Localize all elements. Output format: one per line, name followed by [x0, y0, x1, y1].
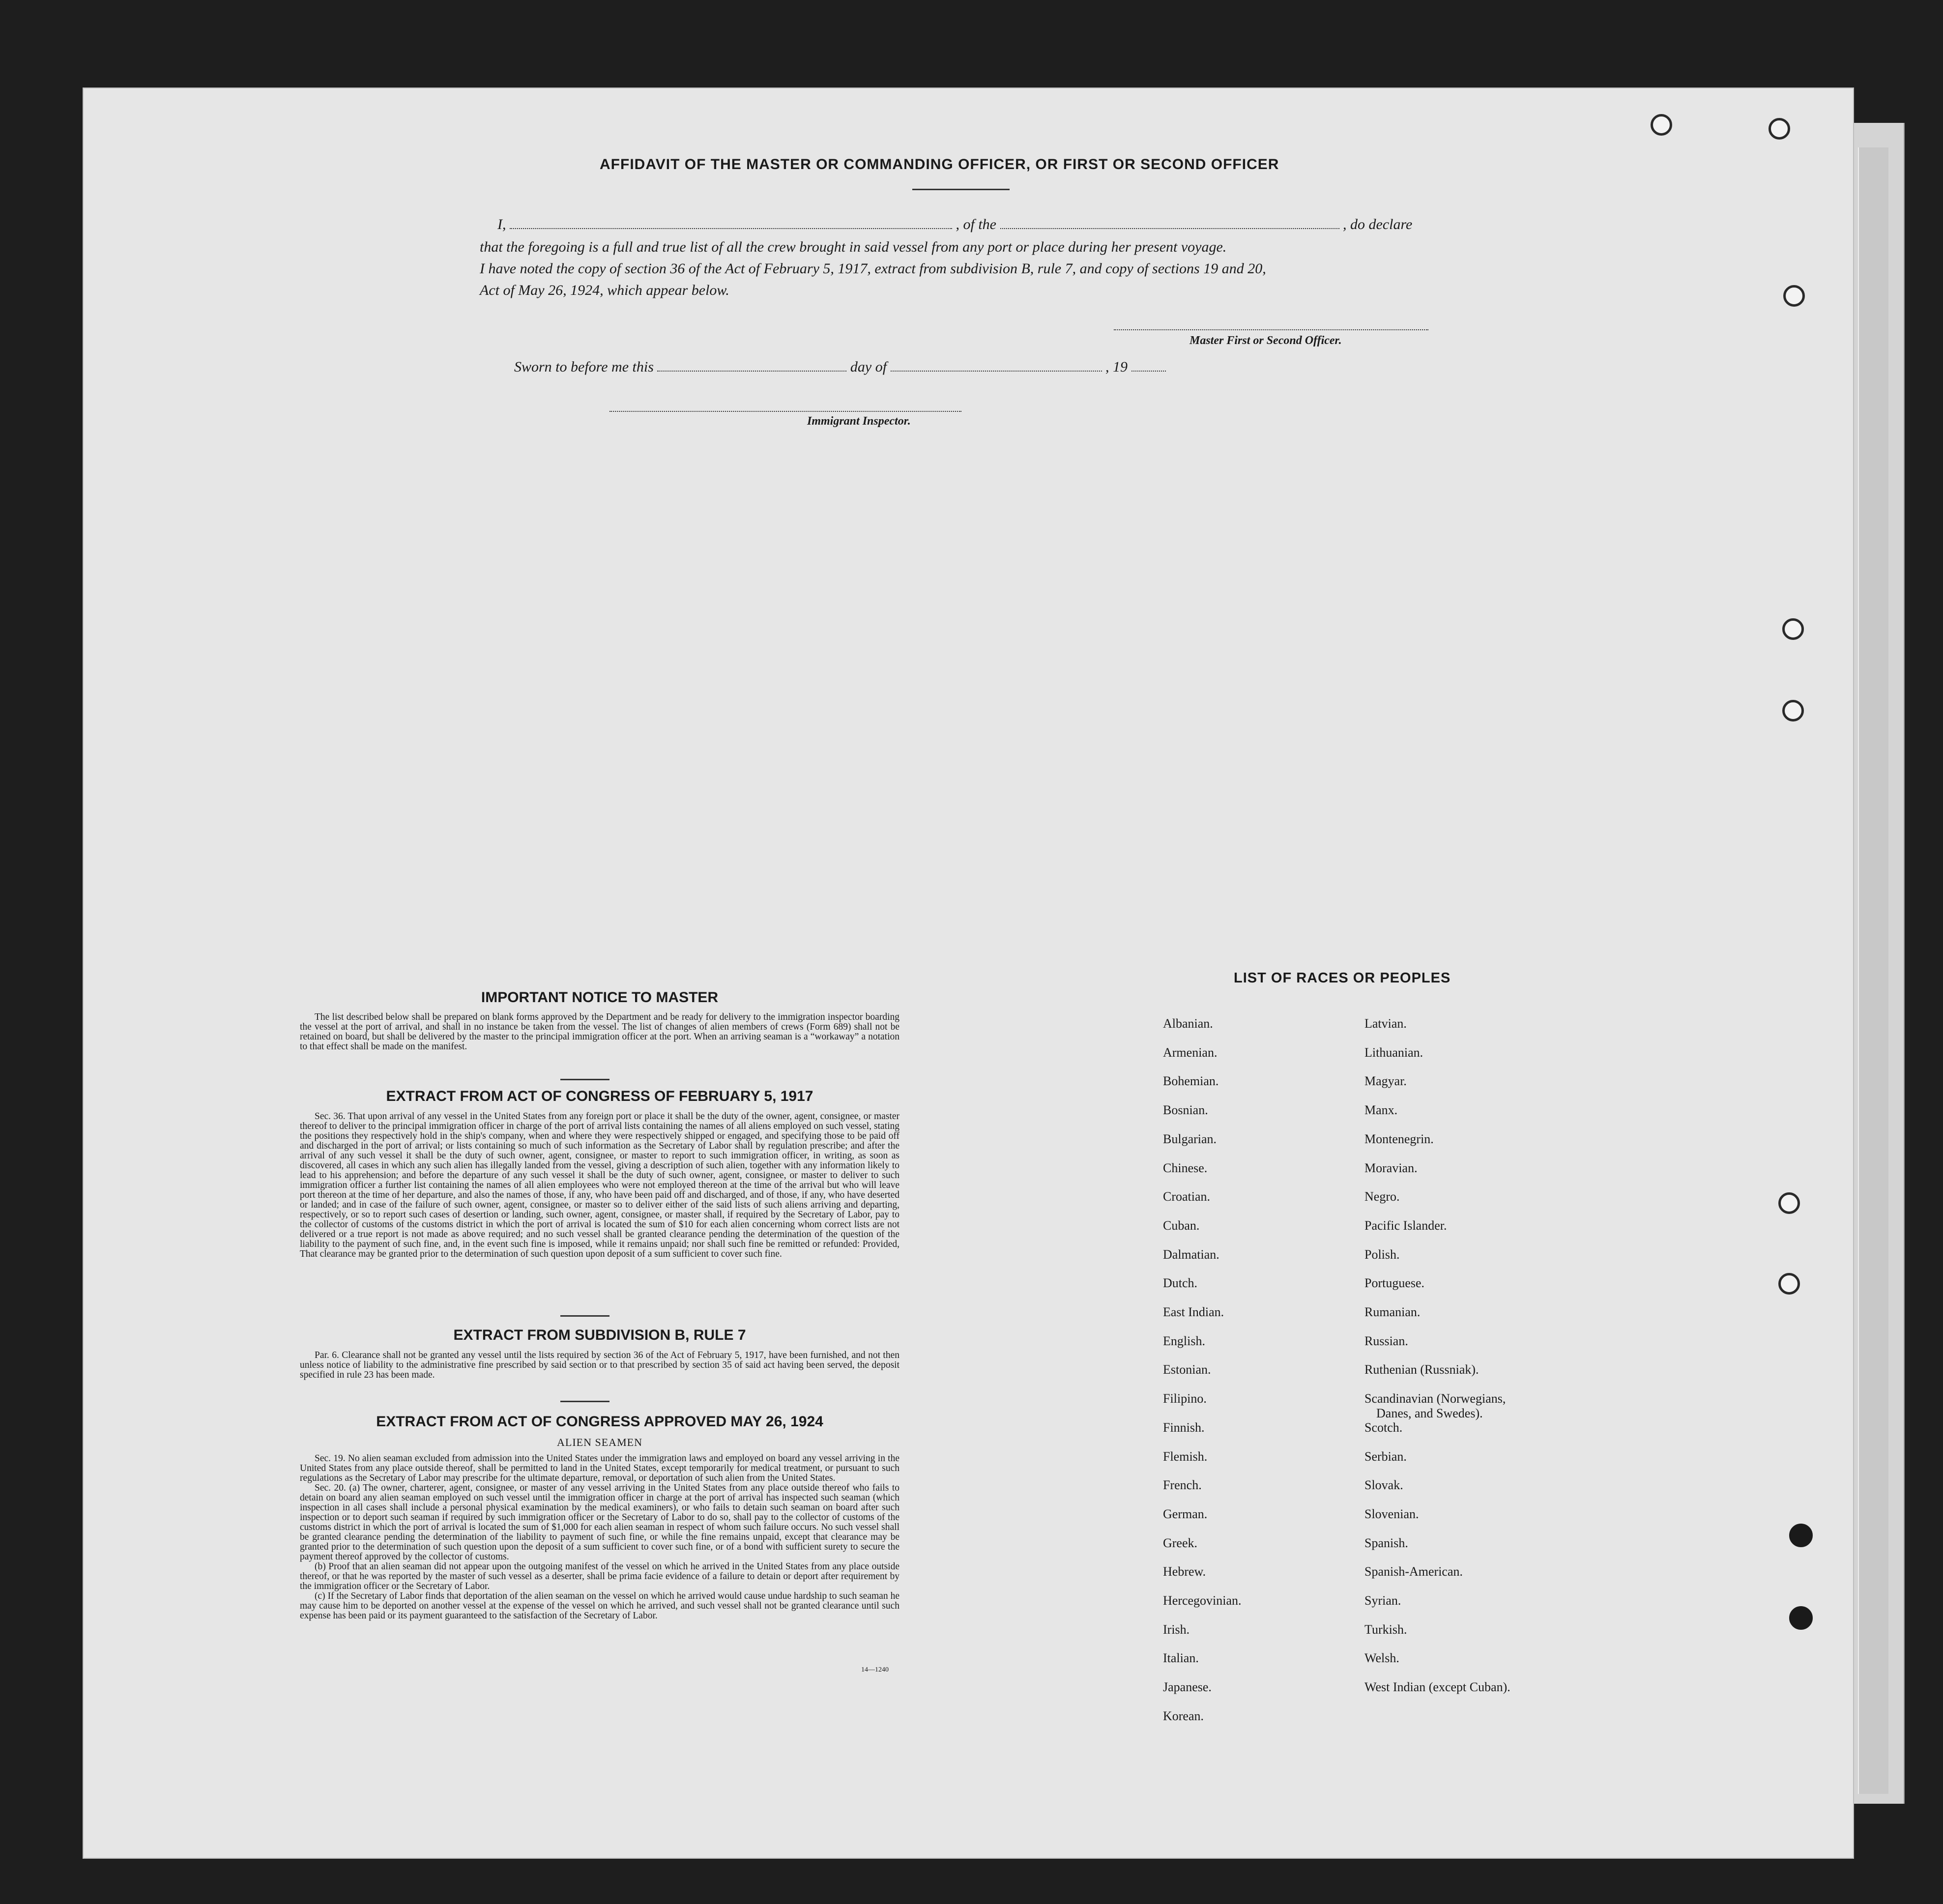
divider	[560, 1315, 609, 1317]
races-title: LIST OF RACES OR PEOPLES	[1234, 970, 1451, 986]
section-19-paragraph: Sec. 19. No alien seaman excluded from admission into the United States under the immigration laws and employed on board any vessel arriving in the United States from any place outside thereof, shall be permitted to land in the United States, except temporarily for medical treatment, or pursuant to such regulations as the Secretary of Labor may prescribe for the ultimate departure, removal, or deportation of such alien from the United States.	[300, 1453, 899, 1483]
race-item: Bulgarian.	[1163, 1132, 1217, 1146]
race-item: Korean.	[1163, 1709, 1204, 1723]
affidavit-line-4: Act of May 26, 1924, which appear below.	[480, 282, 729, 298]
inspector-signature-line[interactable]	[609, 411, 961, 412]
race-item: Magyar.	[1364, 1074, 1407, 1088]
race-item: Scotch.	[1364, 1420, 1403, 1435]
race-item: Danes, and Swedes).	[1376, 1406, 1483, 1420]
race-item: German.	[1163, 1507, 1208, 1521]
sworn-year-field[interactable]	[1131, 360, 1166, 372]
extract-1917-text	[300, 1112, 899, 1259]
race-item: English.	[1163, 1334, 1205, 1348]
race-item: Filipino.	[1163, 1391, 1207, 1406]
alien-seamen-subtitle: ALIEN SEAMEN	[557, 1436, 642, 1448]
affidavit-line-3: I have noted the copy of section 36 of the Act of February 5, 1917, extract from subdivision B, rule 7, and copy of sections 19 and 20,	[480, 260, 1266, 277]
binder-hole	[1769, 118, 1790, 140]
affidavit-line-1	[497, 216, 1412, 233]
race-item: Dutch.	[1163, 1276, 1198, 1290]
rule-7-text	[300, 1351, 899, 1380]
of-the-label: , of the	[956, 216, 996, 232]
binder-hole	[1778, 1192, 1800, 1214]
master-signature-line[interactable]	[1114, 329, 1428, 330]
race-item: Ruthenian (Russniak).	[1364, 1362, 1479, 1377]
race-item: Moravian.	[1364, 1161, 1418, 1175]
affidavit-line-2: that the foregoing is a full and true list of all the crew brought in said vessel from any port or place during her present voyage.	[480, 239, 1227, 255]
race-item: French.	[1163, 1478, 1202, 1492]
race-item: Hercegovinian.	[1163, 1593, 1242, 1608]
race-item: Croatian.	[1163, 1189, 1211, 1204]
race-item: Manx.	[1364, 1103, 1398, 1117]
race-item: Italian.	[1163, 1651, 1199, 1665]
race-item: Armenian.	[1163, 1045, 1218, 1060]
race-item: Japanese.	[1163, 1680, 1212, 1694]
i-label: I,	[497, 216, 506, 232]
section-36-paragraph: Sec. 36. That upon arrival of any vessel in the United States from any foreign port or place it shall be the duty of the owner, agent, consignee, or master thereof to deliver to the principal immigration officer in charge of the port of arrival lists containing the names of all aliens employed on such vessel, stating the positions they respectively hold in the ship's company, when and where they were respectively shipped or engaged, and specifying those to be paid off and discharged in the port of arrival; or lists containing so much of such information as the Secretary of Labor shall by regulation prescribe; and after the arrival of any such vessel it shall be the duty of such owner, agent, consignee, or master to report to such immigration officer, in writing, as soon as discovered, all cases in which any such alien has illegally landed from the vessel, giving a description of such alien, together with any information likely to lead to his apprehension; and before the departure of any such vessel it shall be the duty of such owner, agent, consignee, or master to deliver to such immigration officer a further list containing the names of all alien employees who were not employed thereon at the time of the arrival but who will leave port thereon at the time of her departure, and also the names of those, if any, who have been paid off and discharged, and of those, if any, who have deserted or landed; and in case of the failure of such owner, agent, consignee, or master so to deliver either of the said lists of such aliens arriving and departing, respectively, or so to report such cases of desertion or landing, such owner, agent, consignee, or master shall, if required by the Secretary of Labor, pay to the collector of customs of the customs district in which the port of arrival is located the sum of $10 for each alien concerning whom correct lists are not delivered or a true report is not made as above required; and no such vessel shall be granted clearance pending the determination of the question of the liability to the payment of such fine, and, in the event such fine is imposed, while it remains unpaid; nor shall such fine be remitted or refunded: Provided, That clearance may be granted prior to the determination of such question upon deposit of a sum sufficient to cover such fine.	[300, 1111, 899, 1259]
race-item: Negro.	[1364, 1189, 1400, 1204]
binder-hole	[1789, 1524, 1813, 1547]
race-item: Greek.	[1163, 1536, 1198, 1550]
binder-hole	[1782, 618, 1804, 640]
binder-hole	[1783, 285, 1805, 307]
binder-hole	[1778, 1273, 1800, 1295]
notice-paragraph: The list described below shall be prepared on blank forms approved by the Department and be ready for delivery to the immigration inspector boarding the vessel at the port of arrival, and shall in no instance be taken from the vessel. The list of changes of alien members of crews (Form 689) shall not be retained on board, but shall be delivered by the master to the principal immigration officer at the port. When an arriving seaman is a “workaway” a notation to that effect shall be made on the manifest.	[300, 1012, 899, 1052]
sworn-day-field[interactable]	[657, 360, 846, 372]
section-20b-paragraph: (b) Proof that an alien seaman did not appear upon the outgoing manifest of the vessel on which he arrived in the United States from any place outside thereof, or that he was reported by the master of such vessel as a deserter, shall be prima facie evidence of a failure to detain or deport after requirement by the immigration officer or the Secretary of Labor.	[300, 1561, 899, 1591]
extract-1924-text	[300, 1454, 899, 1621]
race-item: Russian.	[1364, 1334, 1408, 1348]
race-item: Portuguese.	[1364, 1276, 1425, 1290]
race-item: Albanian.	[1163, 1016, 1213, 1031]
race-item: Spanish.	[1364, 1536, 1408, 1550]
declare-label: , do declare	[1343, 216, 1413, 232]
race-item: Slovak.	[1364, 1478, 1403, 1492]
race-item: Welsh.	[1364, 1651, 1399, 1665]
race-item: Rumanian.	[1364, 1305, 1421, 1319]
race-item: West Indian (except Cuban).	[1364, 1680, 1510, 1694]
master-label: Master First or Second Officer.	[1189, 334, 1342, 347]
sworn-line	[514, 359, 1166, 375]
sworn-before-label: Sworn to before me this	[514, 359, 654, 375]
race-item: East Indian.	[1163, 1305, 1224, 1319]
rule-7-title: EXTRACT FROM SUBDIVISION B, RULE 7	[453, 1327, 746, 1343]
back-page-edge-inner	[1858, 147, 1888, 1794]
race-item: Flemish.	[1163, 1449, 1208, 1464]
binder-hole	[1782, 700, 1804, 721]
race-item: Estonian.	[1163, 1362, 1211, 1377]
extract-1924-title: EXTRACT FROM ACT OF CONGRESS APPROVED MAY 26, 1924	[376, 1414, 823, 1430]
inspector-label: Immigrant Inspector.	[807, 415, 911, 428]
vessel-field[interactable]	[1000, 217, 1339, 229]
binder-hole	[1651, 114, 1672, 136]
race-item: Cuban.	[1163, 1218, 1200, 1233]
race-item: Chinese.	[1163, 1161, 1208, 1175]
race-item: Polish.	[1364, 1247, 1400, 1262]
divider	[560, 1079, 609, 1080]
race-item: Dalmatian.	[1163, 1247, 1219, 1262]
race-item: Montenegrin.	[1364, 1132, 1434, 1146]
race-item: Bosnian.	[1163, 1103, 1208, 1117]
binder-hole	[1789, 1606, 1813, 1630]
race-item: Pacific Islander.	[1364, 1218, 1447, 1233]
name-field[interactable]	[510, 217, 952, 229]
affidavit-title: AFFIDAVIT OF THE MASTER OR COMMANDING OFFICER, OR FIRST OR SECOND OFFICER	[600, 156, 1279, 173]
divider	[560, 1401, 609, 1402]
divider	[912, 189, 1010, 190]
race-item: Turkish.	[1364, 1622, 1407, 1637]
section-20a-paragraph: Sec. 20. (a) The owner, charterer, agent, consignee, or master of any vessel arriving in the United States from any place outside thereof who fails to detain on board any alien seaman employed on such vessel until the immigration officer in charge at the port of arrival has inspected such seaman (which inspection in all cases shall include a personal physical examination by the medical examiners), or who fails to detain such seaman on board after such inspection or to deport such seaman if required by such immigration officer or the Secretary of Labor to do so, shall pay to the collector of customs of the customs district in which the port of arrival is located the sum of $1,000 for each alien seaman in respect of whom such failure occurs. No such vessel shall be granted clearance pending the determination of the liability to payment of such fine, or while the fine remains unpaid, except that clearance may be granted prior to the determination of such question upon the deposit of a sum sufficient to cover such fine, or of a bond with sufficient surety to secure the payment thereof approved by the collector of customs.	[300, 1483, 899, 1562]
race-item: Bohemian.	[1163, 1074, 1219, 1088]
race-item: Serbian.	[1364, 1449, 1407, 1464]
notice-text	[300, 1012, 899, 1052]
race-item: Latvian.	[1364, 1016, 1407, 1031]
form-number: 14—1240	[861, 1666, 889, 1673]
section-20c-paragraph: (c) If the Secretary of Labor finds that deportation of the alien seaman on the vessel on which he arrived would cause undue hardship to such seaman he may cause him to be deported on another vessel at the expense of the vessel on which he arrived, and such vessel shall not be granted clearance until such expense has been paid or its payment guaranteed to the satisfaction of the Secretary of Labor.	[300, 1591, 899, 1621]
race-item: Spanish-American.	[1364, 1564, 1463, 1579]
race-item: Finnish.	[1163, 1420, 1205, 1435]
race-item: Lithuanian.	[1364, 1045, 1423, 1060]
day-of-label: day of	[850, 359, 887, 375]
extract-1917-title: EXTRACT FROM ACT OF CONGRESS OF FEBRUARY 5, 1917	[386, 1088, 813, 1104]
year-label: , 19	[1105, 359, 1128, 375]
race-item: Irish.	[1163, 1622, 1190, 1637]
race-item: Hebrew.	[1163, 1564, 1206, 1579]
race-item: Syrian.	[1364, 1593, 1401, 1608]
notice-title: IMPORTANT NOTICE TO MASTER	[481, 989, 719, 1006]
race-item: Slovenian.	[1364, 1507, 1419, 1521]
rule-7-paragraph: Par. 6. Clearance shall not be granted any vessel until the lists required by section 36 of the Act of February 5, 1917, have been furnished, and not then unless notice of liability to the administrative fine prescribed by said section or to that prescribed by section 35 of said act having been served, the deposit specified in rule 23 has been made.	[300, 1350, 899, 1380]
race-item: Scandinavian (Norwegians,	[1364, 1391, 1506, 1406]
sworn-month-field[interactable]	[891, 360, 1102, 372]
